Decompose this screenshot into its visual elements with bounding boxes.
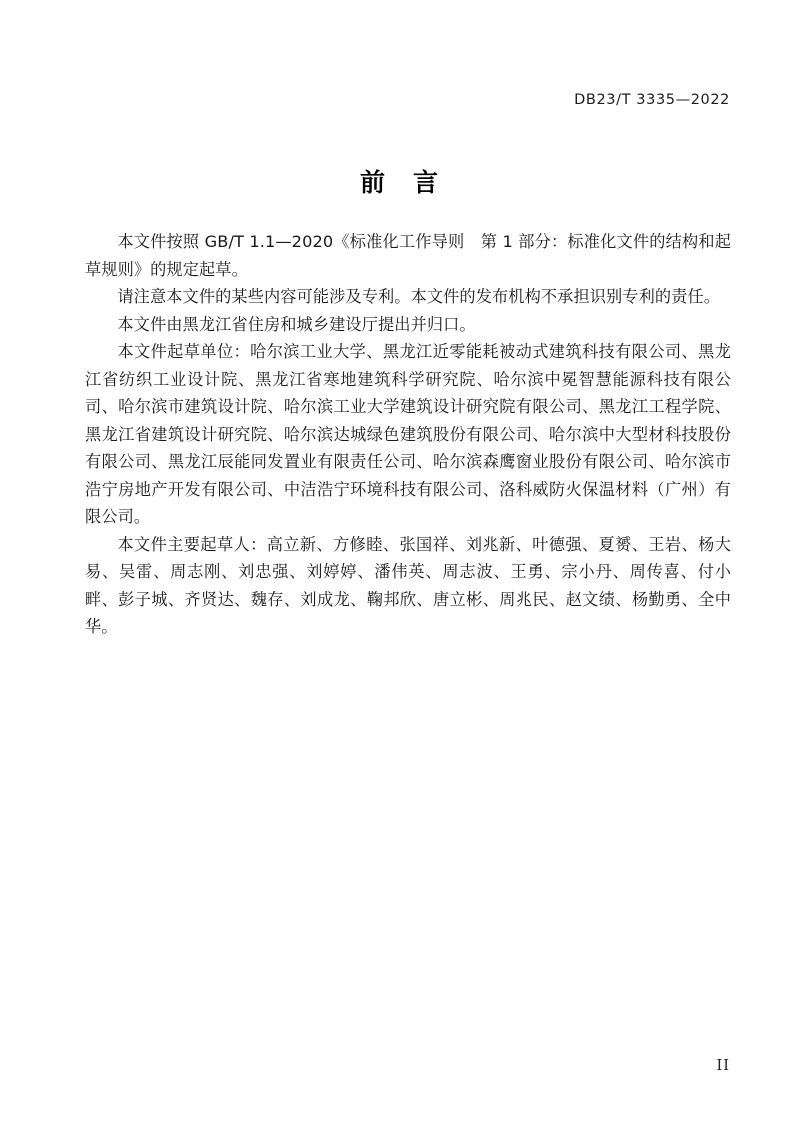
paragraph-proposing-authority: 本文件由黑龙江省住房和城乡建设厅提出并归口。 [117,314,476,334]
paragraph-patent-notice: 请注意本文件的某些内容可能涉及专利。本文件的发布机构不承担识别专利的责任。 [117,287,721,306]
page-title-right-char: 言 [413,168,441,197]
page-header [70,92,730,114]
page-title [0,163,800,199]
foreword-body [85,228,731,641]
paragraph-scope-drafting-rules: 本文件按照 GB/T 1.1—2020《标准化工作导则 第 1 部分：标准化文件的结构和起草规则》的规定起草。 [85,232,731,279]
page-title-left-char: 前 [359,168,387,197]
page-number: II [716,1058,730,1074]
paragraph-drafting-organizations: 本文件起草单位：哈尔滨工业大学、黑龙江近零能耗被动式建筑科技有限公司、黑龙江省纺织工业设计院、黑龙江省寒地建筑科学研究院、哈尔滨中冕智慧能源科技有限公司、哈尔滨市建筑设计院、哈尔滨工业大学建筑设计研究院有限公司、黑龙江工程学院、黑龙江省建筑设计研究院、哈尔滨达城绿色建筑股份有限公司、哈尔滨中大型材科技股份有限公司、黑龙江辰能同发置业有限责任公司、哈尔滨森鹰窗业股份有限公司、哈尔滨市浩宁房地产开发有限公司、中洁浩宁环境科技有限公司、洛科威防火保温材料（广州）有限公司。 [85,342,731,526]
paragraph-principal-drafters: 本文件主要起草人：高立新、方修睦、张国祥、刘兆新、叶德强、夏赟、王岩、杨大易、吴雷、周志刚、刘忠强、刘婷婷、潘伟英、周志波、王勇、宗小丹、周传喜、付小畔、彭子城、齐贤达、魏存、刘成龙、鞠邦欣、唐立彬、周兆民、赵文绩、杨勤勇、全中华。 [85,534,731,636]
page-footer [70,1058,730,1074]
standard-number: DB23/T 3335—2022 [574,92,730,108]
